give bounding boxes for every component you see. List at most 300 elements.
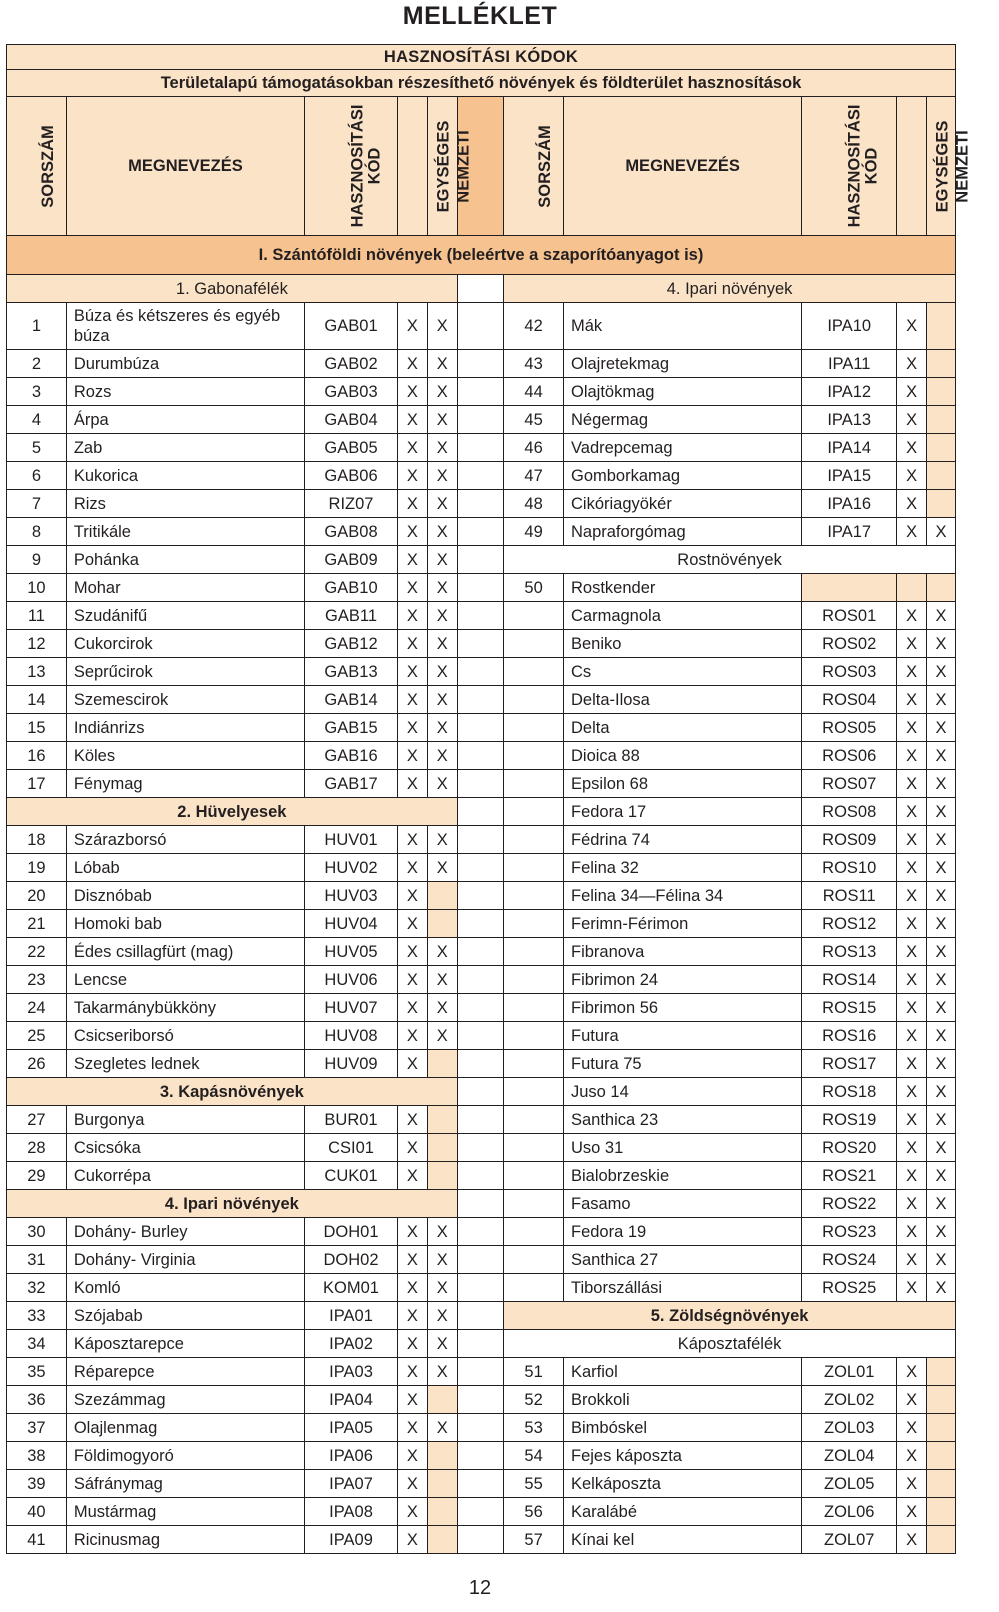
crop-name: Beniko: [563, 630, 801, 658]
usage-code: [802, 574, 897, 602]
row-number: [504, 854, 564, 882]
egyseges-mark: X: [897, 938, 927, 966]
usage-code: ROS25: [802, 1274, 897, 1302]
column-gap-cell: [457, 1414, 503, 1442]
usage-code: ROS04: [802, 686, 897, 714]
table-row: [7, 770, 956, 798]
row-number: 30: [7, 1218, 67, 1246]
column-gap-cell: [457, 1386, 503, 1414]
nemzeti-mark: [427, 882, 457, 910]
egyseges-mark: X: [897, 630, 927, 658]
col-sorszam-left: SORSZÁM: [7, 97, 67, 236]
egyseges-mark: X: [397, 574, 427, 602]
column-gap-cell: [457, 1442, 503, 1470]
usage-code: HUV06: [305, 966, 398, 994]
group-heading: 3. Kapásnövények: [7, 1078, 458, 1106]
crop-name: Kukorica: [66, 462, 304, 490]
row-number: 50: [504, 574, 564, 602]
row-number: 34: [7, 1330, 67, 1358]
table-row: [7, 303, 956, 350]
row-number: 6: [7, 462, 67, 490]
egyseges-mark: X: [397, 350, 427, 378]
usage-code: ROS12: [802, 910, 897, 938]
table-row: [7, 546, 956, 574]
nemzeti-mark: X: [927, 1162, 956, 1190]
egyseges-mark: X: [897, 1218, 927, 1246]
row-number: 29: [7, 1162, 67, 1190]
usage-code: ROS17: [802, 1050, 897, 1078]
row-number: 41: [7, 1526, 67, 1554]
crop-name: Kelkáposzta: [563, 1470, 801, 1498]
usage-code: IPA13: [802, 406, 897, 434]
row-number: 46: [504, 434, 564, 462]
crop-name: Dohány- Virginia: [66, 1246, 304, 1274]
row-number: [504, 966, 564, 994]
usage-code: GAB08: [305, 518, 398, 546]
usage-code-table: [6, 44, 972, 1554]
egyseges-mark: X: [897, 798, 927, 826]
table-row: [7, 406, 956, 434]
col-egyseges-left: EGYSÉGES: [397, 97, 427, 236]
crop-name: Cikóriagyökér: [563, 490, 801, 518]
nemzeti-mark: [927, 1442, 956, 1470]
nemzeti-mark: X: [427, 658, 457, 686]
row-number: [504, 630, 564, 658]
column-gap-cell: [457, 1246, 503, 1274]
crop-name: Pohánka: [66, 546, 304, 574]
crop-name: Fibranova: [563, 938, 801, 966]
column-gap-cell: [457, 490, 503, 518]
crop-name: Bimbóskel: [563, 1414, 801, 1442]
crop-name: Olajlenmag: [66, 1414, 304, 1442]
row-number: 53: [504, 1414, 564, 1442]
table-row: [7, 275, 956, 303]
crop-name: Búza és kétszeres és egyéb búza: [66, 303, 304, 350]
column-gap-cell: [457, 882, 503, 910]
crop-name: Tritikále: [66, 518, 304, 546]
crop-name: Árpa: [66, 406, 304, 434]
usage-code: CSI01: [305, 1134, 398, 1162]
column-gap-cell: [457, 350, 503, 378]
crop-name: Zab: [66, 434, 304, 462]
nemzeti-mark: [427, 1050, 457, 1078]
crop-name: Homoki bab: [66, 910, 304, 938]
usage-code: IPA02: [305, 1330, 398, 1358]
group-heading: 4. Ipari növények: [7, 1190, 458, 1218]
nemzeti-mark: X: [427, 994, 457, 1022]
col-megnevezes-left: MEGNEVEZÉS: [66, 97, 304, 236]
column-gap-cell: [457, 378, 503, 406]
usage-code: ROS11: [802, 882, 897, 910]
usage-code: GAB04: [305, 406, 398, 434]
egyseges-mark: X: [397, 1302, 427, 1330]
column-gap-cell: [457, 1162, 503, 1190]
egyseges-mark: X: [397, 994, 427, 1022]
group-heading: 5. Zöldségnövények: [504, 1302, 956, 1330]
crop-name: Disznóbab: [66, 882, 304, 910]
egyseges-mark: X: [897, 994, 927, 1022]
nemzeti-mark: [927, 1386, 956, 1414]
crop-name: Rizs: [66, 490, 304, 518]
egyseges-mark: X: [897, 910, 927, 938]
egyseges-mark: [897, 574, 927, 602]
usage-code: IPA06: [305, 1442, 398, 1470]
table-row: [7, 1050, 956, 1078]
column-gap-cell: [457, 1106, 503, 1134]
usage-code: HUV04: [305, 910, 398, 938]
usage-code: ROS21: [802, 1162, 897, 1190]
nemzeti-mark: [927, 378, 956, 406]
column-gap-cell: [457, 994, 503, 1022]
crop-name: Szegletes lednek: [66, 1050, 304, 1078]
usage-code: GAB02: [305, 350, 398, 378]
crop-name: Epsilon 68: [563, 770, 801, 798]
crop-name: Tiborszállási: [563, 1274, 801, 1302]
section-title: I. Szántóföldi növények (beleértve a szaporítóanyagot is): [7, 236, 956, 275]
crop-name: Dioica 88: [563, 742, 801, 770]
row-number: [504, 1190, 564, 1218]
crop-name: Fénymag: [66, 770, 304, 798]
row-number: [504, 686, 564, 714]
crop-name: Édes csillagfürt (mag): [66, 938, 304, 966]
row-number: 23: [7, 966, 67, 994]
column-gap-cell: [457, 1274, 503, 1302]
row-number: 1: [7, 303, 67, 350]
egyseges-mark: X: [397, 518, 427, 546]
table-row: [7, 1470, 956, 1498]
crop-name: Fasamo: [563, 1190, 801, 1218]
table-row: [7, 434, 956, 462]
usage-code: GAB10: [305, 574, 398, 602]
crop-name: Dohány- Burley: [66, 1218, 304, 1246]
row-number: 4: [7, 406, 67, 434]
column-gap-cell: [457, 798, 503, 826]
col-nemzeti-right: NEMZETI: [927, 97, 956, 236]
row-number: [504, 910, 564, 938]
nemzeti-mark: X: [427, 574, 457, 602]
row-number: [504, 938, 564, 966]
nemzeti-mark: X: [427, 602, 457, 630]
column-gap-cell: [457, 1498, 503, 1526]
usage-code: ROS23: [802, 1218, 897, 1246]
usage-code: ZOL04: [802, 1442, 897, 1470]
egyseges-mark: X: [397, 658, 427, 686]
column-gap-cell: [457, 518, 503, 546]
nemzeti-mark: X: [427, 1302, 457, 1330]
usage-code: ROS22: [802, 1190, 897, 1218]
crop-name: Szemescirok: [66, 686, 304, 714]
table-row: [7, 630, 956, 658]
nemzeti-mark: [927, 1470, 956, 1498]
nemzeti-mark: X: [927, 1218, 956, 1246]
row-number: 11: [7, 602, 67, 630]
column-gap-cell: [457, 1358, 503, 1386]
row-number: 27: [7, 1106, 67, 1134]
column-gap-cell: [457, 602, 503, 630]
nemzeti-mark: X: [427, 686, 457, 714]
table-row: [7, 1498, 956, 1526]
crop-name: Mák: [563, 303, 801, 350]
table-row: [7, 994, 956, 1022]
col-sorszam-right: SORSZÁM: [504, 97, 564, 236]
nemzeti-mark: X: [927, 714, 956, 742]
egyseges-mark: X: [397, 462, 427, 490]
row-number: 48: [504, 490, 564, 518]
usage-code: GAB03: [305, 378, 398, 406]
row-number: 3: [7, 378, 67, 406]
group-heading: 4. Ipari növények: [504, 275, 956, 303]
crop-name: Takarmánybükköny: [66, 994, 304, 1022]
egyseges-mark: X: [897, 1246, 927, 1274]
row-number: 9: [7, 546, 67, 574]
row-number: 39: [7, 1470, 67, 1498]
nemzeti-mark: X: [927, 518, 956, 546]
egyseges-mark: X: [397, 1134, 427, 1162]
nemzeti-mark: X: [427, 854, 457, 882]
subgroup-heading: Káposztafélék: [504, 1330, 956, 1358]
nemzeti-mark: X: [427, 826, 457, 854]
row-number: [504, 1106, 564, 1134]
crop-name: Káposztarepce: [66, 1330, 304, 1358]
column-gap-cell: [457, 658, 503, 686]
usage-code: ROS05: [802, 714, 897, 742]
egyseges-mark: X: [397, 1330, 427, 1358]
row-number: [504, 1022, 564, 1050]
column-gap-cell: [457, 1302, 503, 1330]
nemzeti-mark: [427, 1386, 457, 1414]
row-number: 26: [7, 1050, 67, 1078]
usage-code: ZOL02: [802, 1386, 897, 1414]
egyseges-mark: X: [397, 910, 427, 938]
usage-code: ROS07: [802, 770, 897, 798]
usage-code: GAB14: [305, 686, 398, 714]
table-subtitle: Területalapú támogatásokban részesíthető növények és földterület hasznosítások: [7, 70, 956, 97]
egyseges-mark: X: [897, 1414, 927, 1442]
row-number: 32: [7, 1274, 67, 1302]
egyseges-mark: X: [897, 1274, 927, 1302]
egyseges-mark: X: [897, 742, 927, 770]
row-number: [504, 826, 564, 854]
nemzeti-mark: X: [427, 1330, 457, 1358]
column-header-row: [7, 97, 956, 236]
page-number: 12: [468, 1577, 492, 1599]
egyseges-mark: X: [397, 1498, 427, 1526]
egyseges-mark: X: [397, 1274, 427, 1302]
table-row: [7, 350, 956, 378]
nemzeti-mark: X: [427, 1414, 457, 1442]
usage-code: ROS14: [802, 966, 897, 994]
nemzeti-mark: X: [927, 630, 956, 658]
row-number: 8: [7, 518, 67, 546]
usage-code: HUV05: [305, 938, 398, 966]
row-number: 52: [504, 1386, 564, 1414]
egyseges-mark: X: [897, 826, 927, 854]
nemzeti-mark: [927, 462, 956, 490]
nemzeti-mark: X: [427, 518, 457, 546]
nemzeti-mark: X: [927, 938, 956, 966]
egyseges-mark: X: [397, 630, 427, 658]
table-row: [7, 1358, 956, 1386]
egyseges-mark: X: [897, 1526, 927, 1554]
egyseges-mark: X: [397, 1162, 427, 1190]
egyseges-mark: X: [397, 1414, 427, 1442]
row-number: 16: [7, 742, 67, 770]
subgroup-heading: Rostnövények: [504, 546, 956, 574]
column-gap-cell: [457, 770, 503, 798]
nemzeti-mark: [427, 1526, 457, 1554]
table-row: [7, 1414, 956, 1442]
table-row: [7, 798, 956, 826]
column-gap-cell: [457, 303, 503, 350]
table-row: [7, 1442, 956, 1470]
nemzeti-mark: X: [927, 882, 956, 910]
column-gap-cell: [457, 966, 503, 994]
crop-name: Csicseriborsó: [66, 1022, 304, 1050]
usage-code: ROS20: [802, 1134, 897, 1162]
nemzeti-mark: X: [427, 303, 457, 350]
crop-name: Felina 32: [563, 854, 801, 882]
row-number: 13: [7, 658, 67, 686]
nemzeti-mark: X: [427, 742, 457, 770]
table-row: [7, 938, 956, 966]
egyseges-mark: X: [897, 770, 927, 798]
egyseges-mark: X: [897, 490, 927, 518]
row-number: 35: [7, 1358, 67, 1386]
egyseges-mark: X: [897, 1050, 927, 1078]
nemzeti-mark: X: [927, 1246, 956, 1274]
table-row: [7, 1106, 956, 1134]
egyseges-mark: X: [397, 938, 427, 966]
row-number: 54: [504, 1442, 564, 1470]
nemzeti-mark: X: [927, 686, 956, 714]
row-number: 36: [7, 1386, 67, 1414]
nemzeti-mark: X: [427, 938, 457, 966]
row-number: 28: [7, 1134, 67, 1162]
usage-code: GAB13: [305, 658, 398, 686]
nemzeti-mark: X: [927, 1274, 956, 1302]
usage-code: GAB12: [305, 630, 398, 658]
crop-name: Burgonya: [66, 1106, 304, 1134]
nemzeti-mark: [427, 1442, 457, 1470]
usage-code: GAB17: [305, 770, 398, 798]
egyseges-mark: X: [397, 303, 427, 350]
row-number: [504, 1050, 564, 1078]
row-number: 22: [7, 938, 67, 966]
row-number: [504, 1218, 564, 1246]
crop-name: Napraforgómag: [563, 518, 801, 546]
egyseges-mark: X: [397, 546, 427, 574]
crop-name: Lóbab: [66, 854, 304, 882]
egyseges-mark: X: [397, 490, 427, 518]
usage-code: IPA12: [802, 378, 897, 406]
egyseges-mark: X: [397, 714, 427, 742]
table-main-header: HASZNOSÍTÁSI KÓDOK: [7, 45, 956, 70]
egyseges-mark: X: [897, 1386, 927, 1414]
table-row: [7, 574, 956, 602]
nemzeti-mark: X: [927, 966, 956, 994]
usage-code: ROS02: [802, 630, 897, 658]
crop-name: Felina 34—Félina 34: [563, 882, 801, 910]
table-row: [7, 742, 956, 770]
nemzeti-mark: X: [427, 966, 457, 994]
row-number: [504, 882, 564, 910]
column-gap-cell: [457, 826, 503, 854]
nemzeti-mark: X: [927, 1190, 956, 1218]
crop-name: Fibrimon 24: [563, 966, 801, 994]
nemzeti-mark: X: [427, 630, 457, 658]
egyseges-mark: X: [897, 966, 927, 994]
nemzeti-mark: [927, 1358, 956, 1386]
crop-name: Cs: [563, 658, 801, 686]
crop-name: Négermag: [563, 406, 801, 434]
nemzeti-mark: [427, 1498, 457, 1526]
nemzeti-mark: [927, 490, 956, 518]
usage-code: IPA04: [305, 1386, 398, 1414]
egyseges-mark: X: [897, 350, 927, 378]
table-row: [7, 686, 956, 714]
crop-name: Karfiol: [563, 1358, 801, 1386]
usage-code: IPA15: [802, 462, 897, 490]
group-heading: 1. Gabonafélék: [7, 275, 458, 303]
egyseges-mark: X: [897, 1162, 927, 1190]
table-row: [7, 462, 956, 490]
egyseges-mark: X: [397, 686, 427, 714]
col-megnevezes-right: MEGNEVEZÉS: [563, 97, 801, 236]
crop-name: Brokkoli: [563, 1386, 801, 1414]
usage-code: IPA14: [802, 434, 897, 462]
crop-name: Durumbúza: [66, 350, 304, 378]
usage-code: ROS18: [802, 1078, 897, 1106]
egyseges-mark: X: [397, 1022, 427, 1050]
egyseges-mark: X: [897, 1078, 927, 1106]
egyseges-mark: X: [397, 1470, 427, 1498]
egyseges-mark: X: [397, 882, 427, 910]
egyseges-mark: X: [397, 1246, 427, 1274]
crop-name: Bialobrzeskie: [563, 1162, 801, 1190]
usage-code: IPA07: [305, 1470, 398, 1498]
nemzeti-mark: [927, 574, 956, 602]
column-gap-cell: [457, 1022, 503, 1050]
usage-code: ZOL06: [802, 1498, 897, 1526]
column-gap-cell: [457, 714, 503, 742]
usage-code: GAB09: [305, 546, 398, 574]
crop-name: Fedora 19: [563, 1218, 801, 1246]
crop-name: Fejes káposzta: [563, 1442, 801, 1470]
crop-name: Mohar: [66, 574, 304, 602]
usage-code: ROS01: [802, 602, 897, 630]
nemzeti-mark: X: [427, 1358, 457, 1386]
usage-code: GAB06: [305, 462, 398, 490]
egyseges-mark: X: [897, 406, 927, 434]
usage-code: IPA01: [305, 1302, 398, 1330]
row-number: 15: [7, 714, 67, 742]
crop-name: Santhica 23: [563, 1106, 801, 1134]
egyseges-mark: X: [397, 1106, 427, 1134]
column-gap-cell: [457, 406, 503, 434]
column-gap-cell: [457, 1526, 503, 1554]
table-row: [7, 490, 956, 518]
row-number: [504, 1134, 564, 1162]
nemzeti-mark: X: [927, 798, 956, 826]
usage-code: ZOL07: [802, 1526, 897, 1554]
row-number: 20: [7, 882, 67, 910]
table-row: [7, 1274, 956, 1302]
nemzeti-mark: [427, 1162, 457, 1190]
column-gap-cell: [457, 686, 503, 714]
nemzeti-mark: X: [427, 1022, 457, 1050]
crop-name: Cukorrépa: [66, 1162, 304, 1190]
crop-name: Juso 14: [563, 1078, 801, 1106]
